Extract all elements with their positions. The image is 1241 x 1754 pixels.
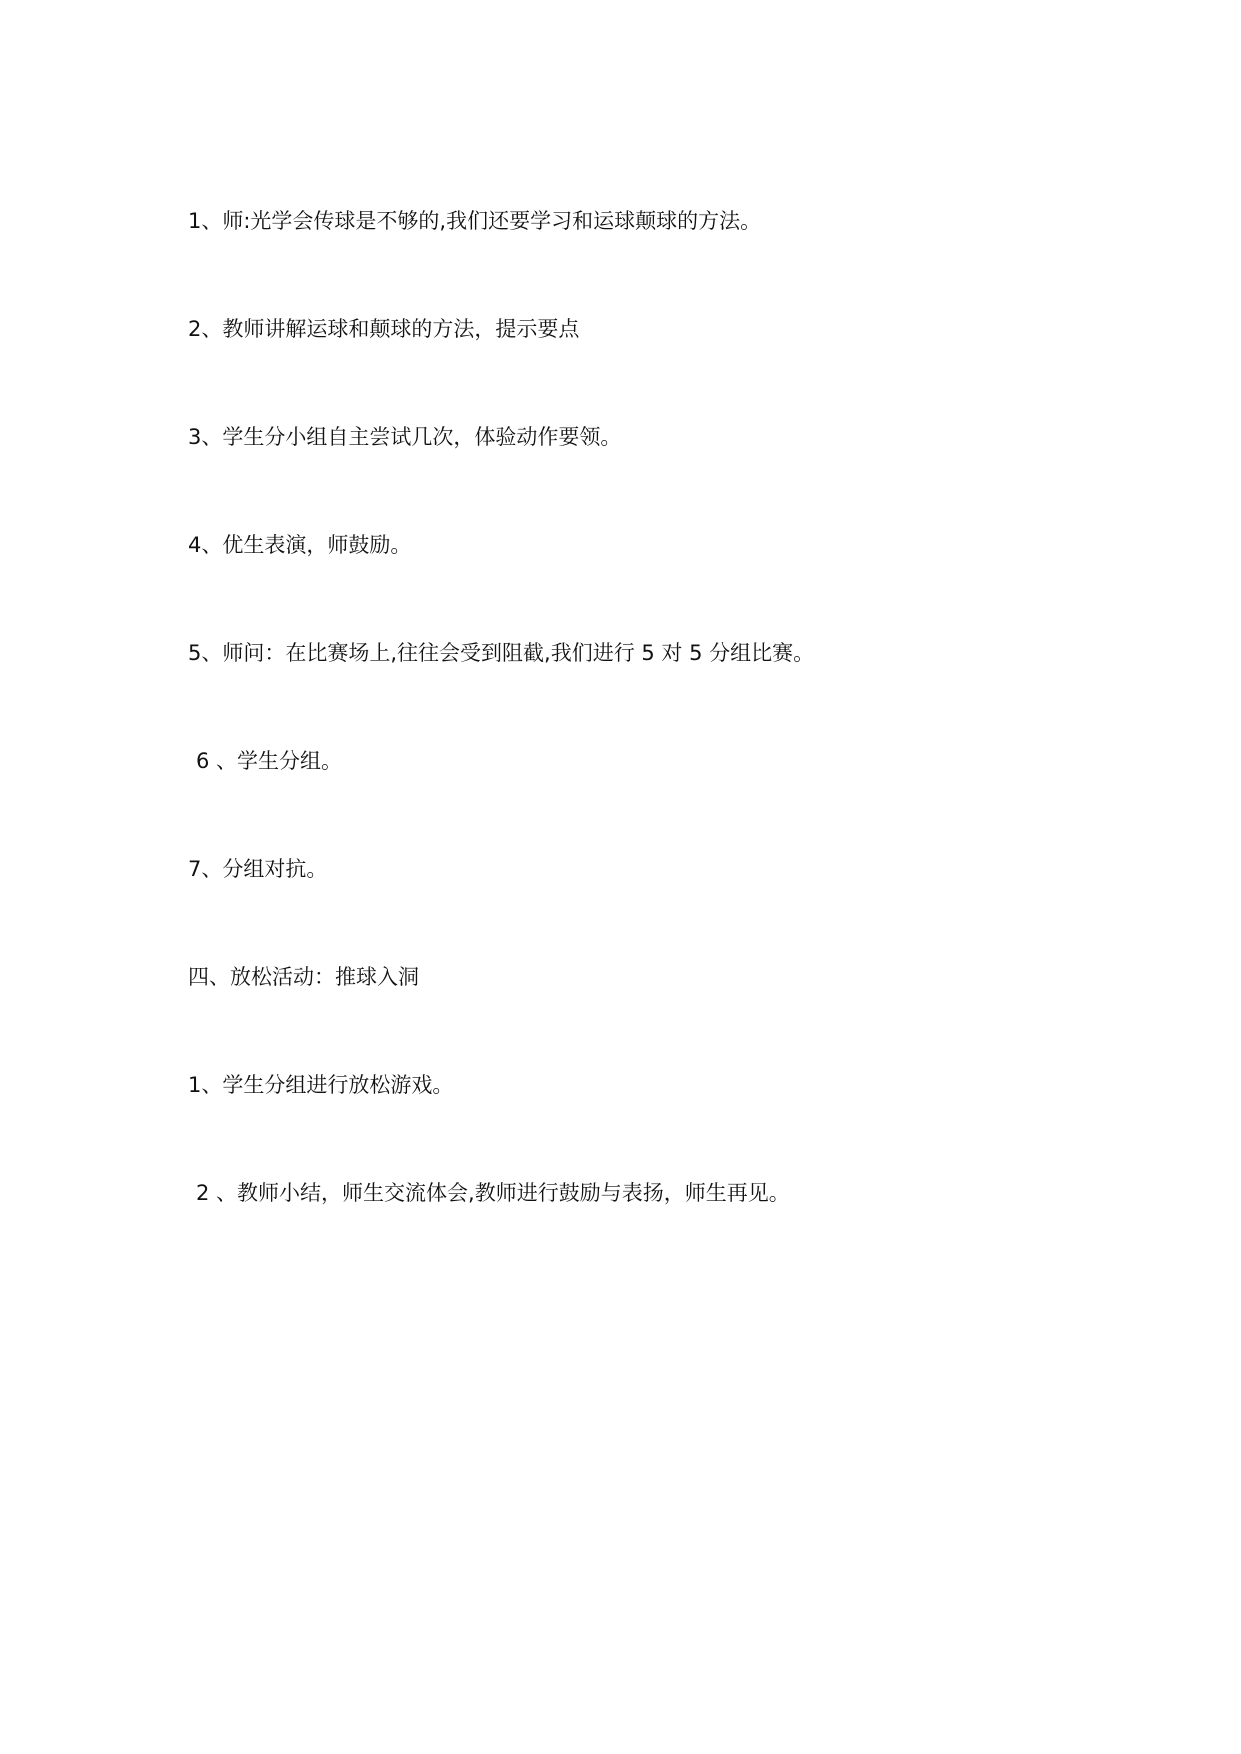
- text-line: 2 、教师小结，师生交流体会,教师进行鼓励与表扬，师生再见。: [196, 1181, 790, 1205]
- text-line: 4、优生表演，师鼓励。: [188, 533, 412, 557]
- section-heading: 四、放松活动：推球入洞: [188, 965, 419, 989]
- text-line: 3、学生分小组自主尝试几次，体验动作要领。: [188, 425, 622, 449]
- text-line: 2、教师讲解运球和颠球的方法，提示要点: [188, 317, 580, 341]
- text-line: 7、分组对抗。: [188, 857, 328, 881]
- text-line: 6 、学生分组。: [196, 749, 343, 773]
- text-line: 1、学生分组进行放松游戏。: [188, 1073, 454, 1097]
- text-line: 1、师:光学会传球是不够的,我们还要学习和运球颠球的方法。: [188, 209, 762, 233]
- text-line: 5、师问：在比赛场上,往往会受到阻截,我们进行 5 对 5 分组比赛。: [188, 641, 815, 665]
